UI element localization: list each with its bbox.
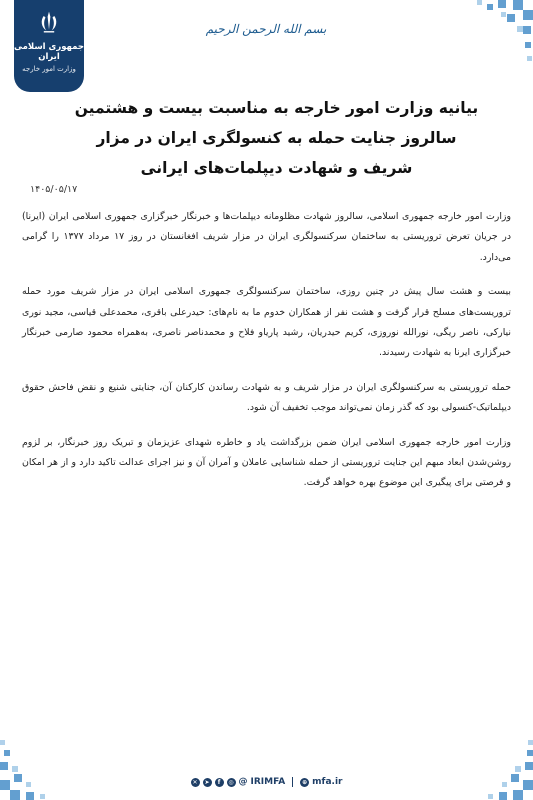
logo-country-text: جمهوری اسلامی ایران [14,42,84,62]
paragraph: بیست و هشت سال پیش در چنین روزی، ساختمان سرکنسولگری جمهوری اسلامی ایران در مزار شریف مورد حمله تروریست‌های مسلح قرار گرفت و هشت نفر از همکاران خدوم ما به نام‌های: حیدرعلی باقری، محمدعلی قیاسی، مجید نوری نیارکی، ناصر ریگی، نورالله نوروزی، کریم حیدریان، رشید پاریاو فلاح و محمدناصر ناصری، به‌همراه محمود صارمی خبرنگار خبرگزاری ایرنا به شهادت رسیدند. [22,286,511,359]
statement-body [22,207,511,508]
facebook-icon[interactable]: f [215,778,224,787]
paragraph: وزارت امور خارجه جمهوری اسلامی ایران ضمن بزرگداشت یاد و خاطره شهدای عزیزمان و تبریک روز خبرنگار، بر لزوم روشن‌شدن ابعاد مبهم این جنایت تروریستی از حمله شناسایی عاملان و آمران آن و نیز اجرای عدالت تاکید دارد و از هر امکان و فرصتی برای پیگیری این موضوع بهره خواهد گرفت. [22,436,511,489]
logo-ministry-text: وزارت امور خارجه [22,65,76,73]
iran-emblem-icon [36,9,62,35]
statement-date: ۱۴۰۵/۰۵/۱۷ [30,184,78,195]
telegram-icon[interactable]: ➤ [204,778,210,786]
basmala-calligraphy: بسم الله الرحمن الرحیم [205,22,327,36]
handle-at-sign: @ [238,777,248,787]
footer-social-bar [0,777,533,787]
corner-pattern-top-right [443,0,533,90]
paragraph: وزارت امور خارجه جمهوری اسلامی، سالروز شهادت مظلومانه دیپلمات‌ها و خبرنگار خبرگزاری جمهوری اسلامی ایران (ایرنا) در جریان تعرض تروریستی به ساختمان سرکنسولگری ایران در مزار شریف افغانستان در روز ۱۷ مرداد ۱۳۷۷ را گرامی می‌دارد. [22,211,512,263]
social-handle[interactable]: IRIMFA [250,777,286,787]
divider [292,777,293,787]
paragraph: حمله تروریستی به سرکنسولگری ایران در مزار شریف و به شهادت رساندن کارکنان آن، جنایتی شنیع و نقض فاحش حقوق دیپلماتیک-کنسولی بود که گذر زمان نمی‌تواند موجب تخفیف آن شود. [22,381,511,414]
ministry-logo [14,0,84,92]
x-icon[interactable]: ✕ [192,778,198,786]
statement-title: بیانیه وزارت امور خارجه به مناسبت بیست و هشتمین سالروز جنایت حمله به کنسولگری ایران در مزار شریف و شهادت دیپلمات‌های ایرانی [74,99,479,177]
website-link[interactable]: mfa.ir [312,777,343,787]
globe-icon: ⊕ [302,778,308,786]
instagram-icon[interactable]: ◎ [228,778,234,786]
